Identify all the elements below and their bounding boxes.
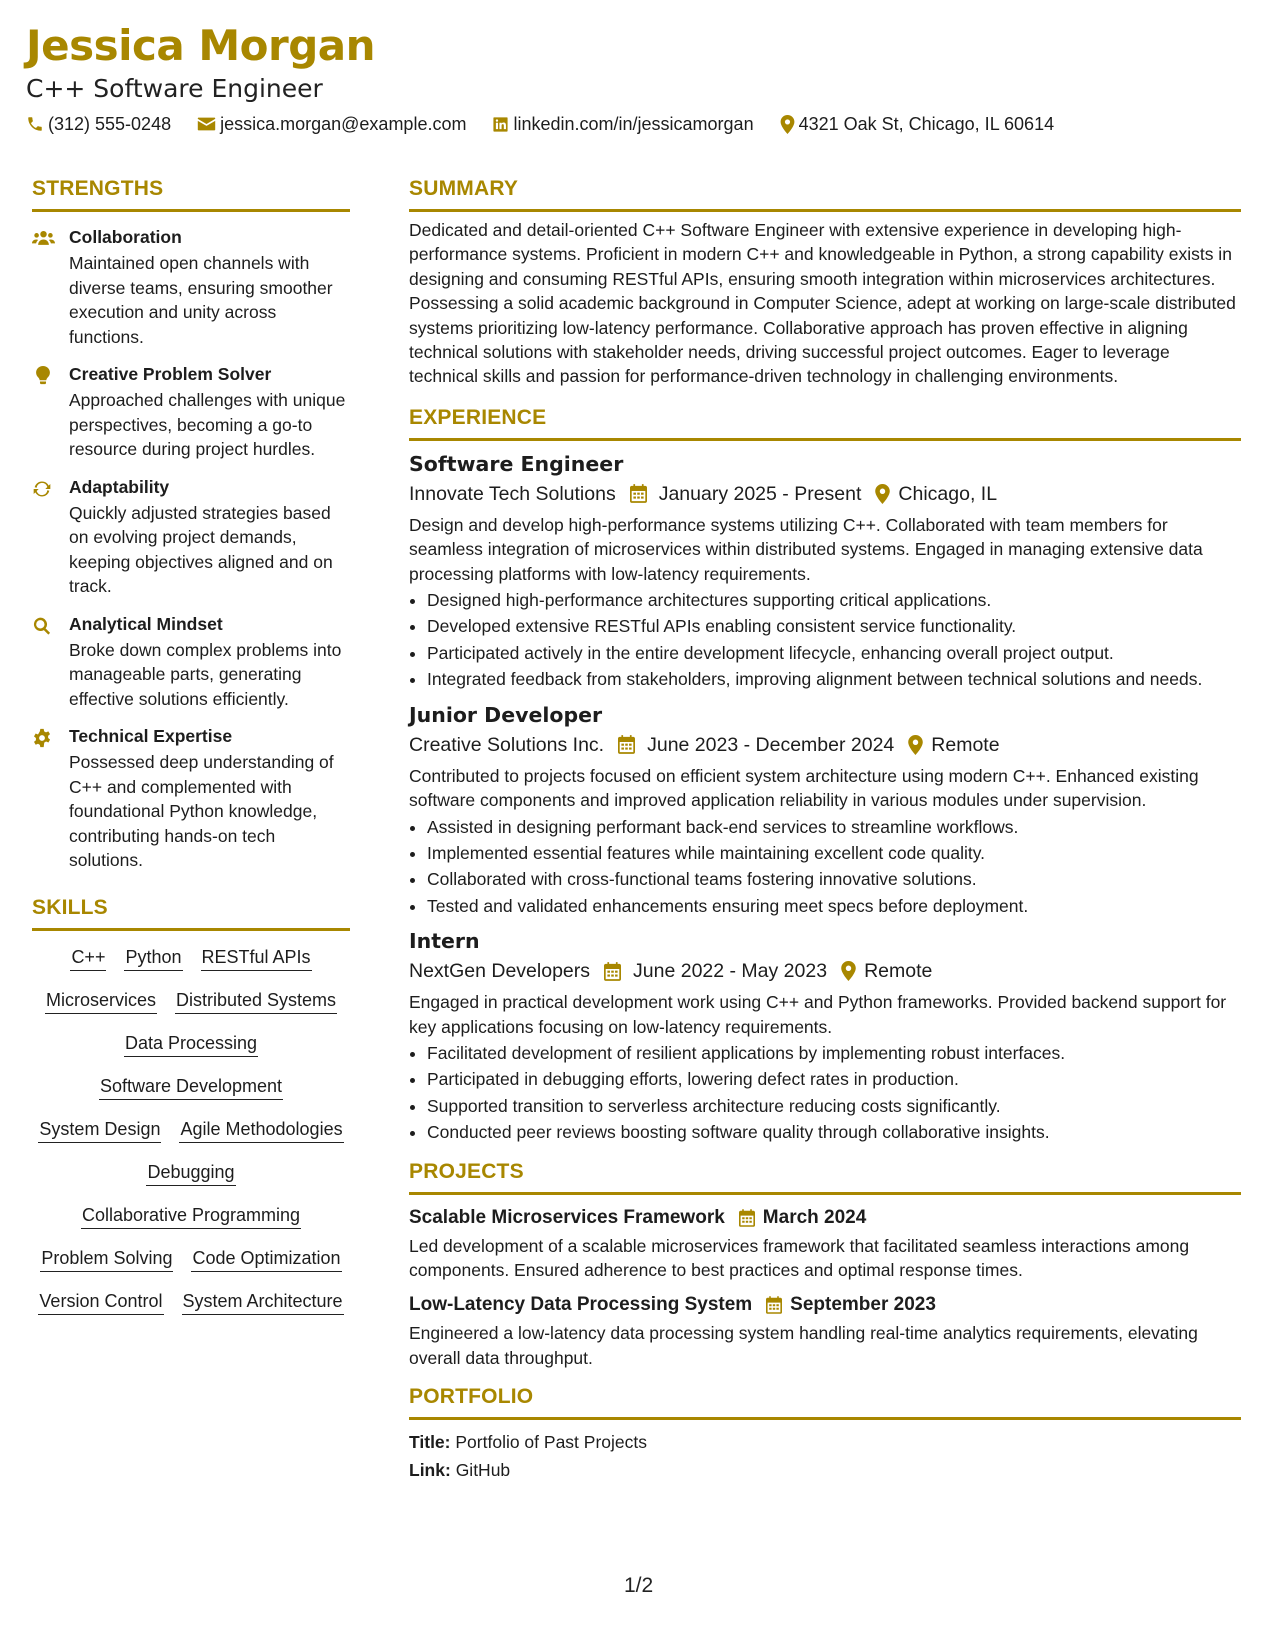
strength-item [32,226,350,349]
job-meta [409,480,1241,508]
section-divider [32,928,350,931]
strength-item [32,476,350,599]
bullet-item: • Designed high-performance architectures supporting critical applications. [427,588,1241,612]
strength-title: Analytical Mindset [69,613,223,634]
project-description: Engineered a low-latency data processing system handling real-time analytics requirements, elevating overall data throughput. [409,1323,1198,1368]
project-header [409,1205,1241,1231]
bullet-item: • Integrated feedback from stakeholders, improving alignment between technical solutions and needs. [427,667,1241,691]
job-location: Remote [864,960,933,983]
skill-tag: Python [124,945,182,971]
project-name: Scalable Microservices Framework [409,1206,725,1228]
experience-heading: EXPERIENCE [409,405,547,429]
project-description: Led development of a scalable microservices framework that facilitated seamless interactions among components. Ensured adherence to best practices and optimal response times. [409,1235,1190,1280]
gear-icon [32,728,52,748]
job-bullets [409,815,1241,919]
bullet-item: • Supported transition to serverless architecture reducing costs significantly. [427,1094,1241,1118]
job-title: Intern [409,929,480,954]
company-name: Innovate Tech Solutions [409,482,616,505]
strength-title: Technical Expertise [69,726,233,746]
summary-text: Dedicated and detail-oriented C++ Software Engineer with extensive experience in developing high-performance systems. Proficient in modern C++ and knowledgeable in Python, a strong capability exists in designing and consuming RESTful APIs, ensuring smooth integration within microservices architectures. Possessing a solid academic background in Computer Science, adept at working on large-scale distributed systems prioritizing low-latency performance. Collaborative approach has proven effective in aligning technical solutions with stakeholder needs, driving successful project outcomes. Eager to leverage technical skills and passion for performance-driven technology in challenging environments. [409,220,1236,387]
skill-tag: C++ [70,945,106,971]
skill-tag: Problem Solving [40,1246,173,1272]
skill-tag: System Design [38,1117,161,1143]
bullet-item: • Developed extensive RESTful APIs enabling consistent service functionality. [427,614,1241,638]
calendar-icon [630,484,647,503]
job-description: Contributed to projects focused on efficient system architecture using modern C++. Enhanced existing software components and improved application reliability in various modules under supervision. [409,765,1199,811]
contact-linkedin[interactable] [492,112,753,136]
section-divider [32,209,350,212]
company-name: Creative Solutions Inc. [409,733,605,756]
lightbulb-icon [35,366,51,385]
skill-tag: System Architecture [182,1289,344,1315]
summary-heading: SUMMARY [409,177,519,200]
job-dates: June 2023 - December 2024 [647,733,895,756]
left-column [32,176,350,1315]
job-bullets [409,588,1241,692]
candidate-name: Jessica Morgan [26,21,376,70]
map-marker-icon [908,735,923,755]
strengths-heading: STRENGTHS [32,177,164,200]
job-dates: June 2022 - May 2023 [633,960,828,983]
job-description: Design and develop high-performance systems utilizing C++. Collaborated with team members for seamless integration of microservices within distributed systems. Engaged in managing extensive data processing platforms with low-latency requirements. [409,514,1203,584]
bullet-item: • Conducted peer reviews boosting software quality through collaborative insights. [427,1120,1241,1144]
job-entry [409,451,1241,692]
job-entry [409,928,1241,1144]
candidate-role: C++ Software Engineer [26,74,323,103]
portfolio-title-line [409,1430,1241,1454]
contact-bar [26,112,1080,136]
contact-email[interactable] [197,112,466,136]
job-title: Junior Developer [409,702,603,727]
strength-desc: Maintained open channels with diverse teams, ensuring smoother execution and unity across functions. [69,253,333,347]
contact-address [780,112,1055,136]
contact-phone[interactable] [26,112,171,136]
skill-tag: Data Processing [124,1031,258,1057]
portfolio-link-line [409,1458,1241,1482]
skill-tag: Software Development [99,1074,283,1100]
portfolio-heading: PORTFOLIO [409,1385,534,1409]
skill-tag: Agile Methodologies [179,1117,343,1143]
map-marker-icon [841,961,856,981]
job-entry [409,702,1241,918]
linkedin-icon [492,116,509,133]
projects-heading: PROJECTS [409,1159,524,1183]
skill-tag: Microservices [45,988,157,1014]
sync-icon [32,479,52,499]
map-marker-icon [780,115,795,134]
project-date: March 2024 [762,1206,867,1228]
right-column [409,176,1241,1482]
calendar-icon [618,735,635,754]
strength-title: Adaptability [69,476,170,497]
bullet-item: • Assisted in designing performant back-end services to streamline workflows. [427,815,1241,839]
phone-icon [26,115,44,133]
bullet-item: • Tested and validated enhancements ensuring meet specs before deployment. [427,894,1241,918]
users-icon [32,230,55,246]
linkedin-text: linkedin.com/in/jessicamorgan [513,114,754,134]
skill-tag: Collaborative Programming [81,1203,301,1229]
strength-desc: Possessed deep understanding of C++ and complemented with foundational Python knowledge, contributing hands-on tech solutions. [69,752,334,870]
strength-item [32,613,350,712]
skill-tag: Distributed Systems [175,988,337,1014]
page-number: 1/2 [624,1574,654,1597]
job-description: Engaged in practical development work using C++ and Python frameworks. Provided backend support for key applications focusing on low-latency requirements. [409,992,1227,1037]
strength-desc: Approached challenges with unique perspectives, becoming a go-to resource during project hurdles. [69,390,346,459]
calendar-icon [739,1209,755,1227]
project-entry [409,1292,1241,1370]
strength-title: Collaboration [69,227,182,247]
strength-item [32,363,350,462]
address-text: 4321 Oak St, Chicago, IL 60614 [798,114,1055,134]
company-name: NextGen Developers [409,960,591,983]
calendar-icon [766,1296,782,1314]
job-meta [409,957,1241,985]
strength-title: Creative Problem Solver [69,364,272,384]
email-text: jessica.morgan@example.com [220,114,467,134]
phone-text: (312) 555-0248 [48,114,172,134]
job-location: Chicago, IL [898,482,998,505]
skills-heading: SKILLS [32,895,108,919]
portfolio-title-label: Title: [409,1432,451,1453]
envelope-icon [197,116,216,132]
bullet-item: • Participated actively in the entire development lifecycle, enhancing overall project output. [427,641,1241,665]
strength-desc: Broke down complex problems into manageable parts, generating effective solutions efficiently. [69,639,342,709]
strength-desc: Quickly adjusted strategies based on evolving project demands, keeping objectives aligned and on track. [69,502,333,596]
section-divider [409,1192,1241,1195]
skills-list [32,945,350,1315]
job-location: Remote [931,733,1000,756]
section-divider [409,438,1241,441]
bullet-item: • Facilitated development of resilient applications by implementing robust interfaces. [427,1041,1241,1065]
portfolio-link-value[interactable]: GitHub [455,1460,511,1481]
skill-tag: Code Optimization [191,1246,341,1272]
bullet-item: • Collaborated with cross-functional teams fostering innovative solutions. [427,867,1241,891]
job-bullets [409,1041,1241,1145]
portfolio-title-value: Portfolio of Past Projects [455,1432,647,1453]
bullet-item: • Participated in debugging efforts, lowering defect rates in production. [427,1067,1241,1091]
map-marker-icon [875,484,890,504]
section-divider [409,1417,1241,1420]
resume-header [26,22,1080,136]
skill-tag: RESTful APIs [201,945,312,971]
bullet-item: • Implemented essential features while maintaining excellent code quality. [427,841,1241,865]
portfolio-link-label: Link: [409,1460,451,1481]
section-divider [409,209,1241,212]
job-title: Software Engineer [409,451,624,476]
project-name: Low-Latency Data Processing System [409,1294,753,1316]
skill-tag: Debugging [146,1160,235,1186]
project-entry [409,1205,1241,1283]
search-icon [32,616,52,636]
job-dates: January 2025 - Present [658,482,862,505]
skill-tag: Version Control [38,1289,163,1315]
strength-item [32,725,350,873]
calendar-icon [604,962,621,981]
job-meta [409,731,1241,759]
project-header [409,1292,1241,1318]
project-date: September 2023 [790,1294,936,1316]
